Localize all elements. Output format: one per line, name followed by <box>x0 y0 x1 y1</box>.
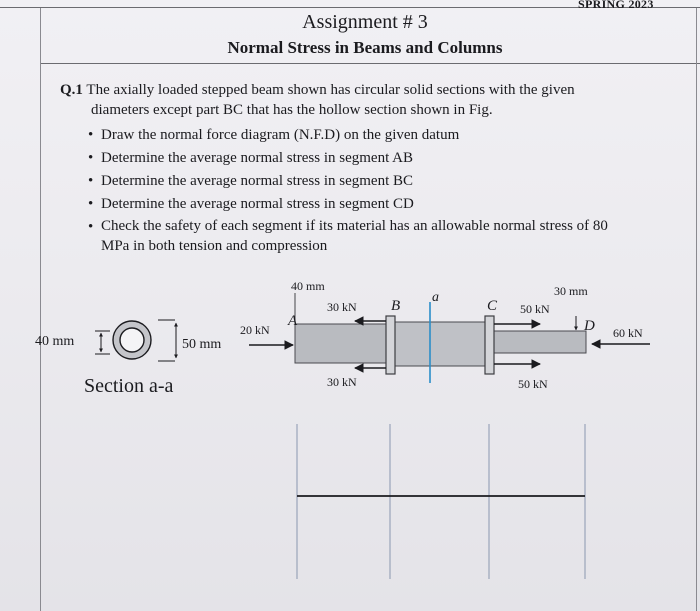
task-item: • Determine the average normal stress in segment AB <box>90 147 675 170</box>
collar-b <box>386 316 395 374</box>
segment-cd <box>490 331 586 353</box>
stepped-beam <box>240 279 650 391</box>
section-caption: Section a-a <box>84 375 174 397</box>
semester-label: SPRING 2023 <box>578 0 654 11</box>
ab-diameter-label: 40 mm <box>291 279 325 293</box>
point-b-label: B <box>391 298 401 314</box>
load-d-label: 60 kN <box>613 326 643 340</box>
task-item: • Check the safety of each segment if its material has an allowable normal stress of 80 MPa in both tension and compression <box>90 216 675 256</box>
collar-c <box>485 316 494 374</box>
load-c-top-label: 50 kN <box>520 302 550 316</box>
assignment-title: Assignment # 3 <box>302 11 428 33</box>
hollow-section-inner <box>120 328 144 352</box>
load-b-bottom-label: 30 kN <box>327 375 357 389</box>
task-item: • Determine the average normal stress in segment BC <box>90 170 675 193</box>
load-a-label: 20 kN <box>240 323 270 337</box>
task-item: • Determine the average normal stress in segment CD <box>90 193 675 216</box>
section-mark-label: a <box>432 290 439 305</box>
question-intro-line1: The axially loaded stepped beam shown has circular solid sections with the given <box>86 82 575 98</box>
segment-ab <box>295 324 388 363</box>
point-a-label: A <box>288 313 298 329</box>
assignment-subtitle: Normal Stress in Beams and Columns <box>227 38 503 57</box>
section-a-a <box>35 320 221 397</box>
load-c-bottom-label: 50 kN <box>518 377 548 391</box>
cd-diameter-label: 30 mm <box>554 284 588 298</box>
task-item: • Draw the normal force diagram (N.F.D) on the given datum <box>90 124 675 147</box>
outer-diameter-label: 50 mm <box>182 337 222 352</box>
load-b-top-label: 30 kN <box>327 300 357 314</box>
question-number: Q.1 <box>60 82 83 98</box>
nfd-datum <box>297 424 585 579</box>
point-c-label: C <box>487 298 498 314</box>
segment-bc <box>388 322 490 366</box>
point-d-label: D <box>584 318 595 334</box>
question-intro-line2: diameters except part BC that has the hollow section shown in Fig. <box>91 102 493 118</box>
inner-diameter-label: 40 mm <box>35 334 75 349</box>
